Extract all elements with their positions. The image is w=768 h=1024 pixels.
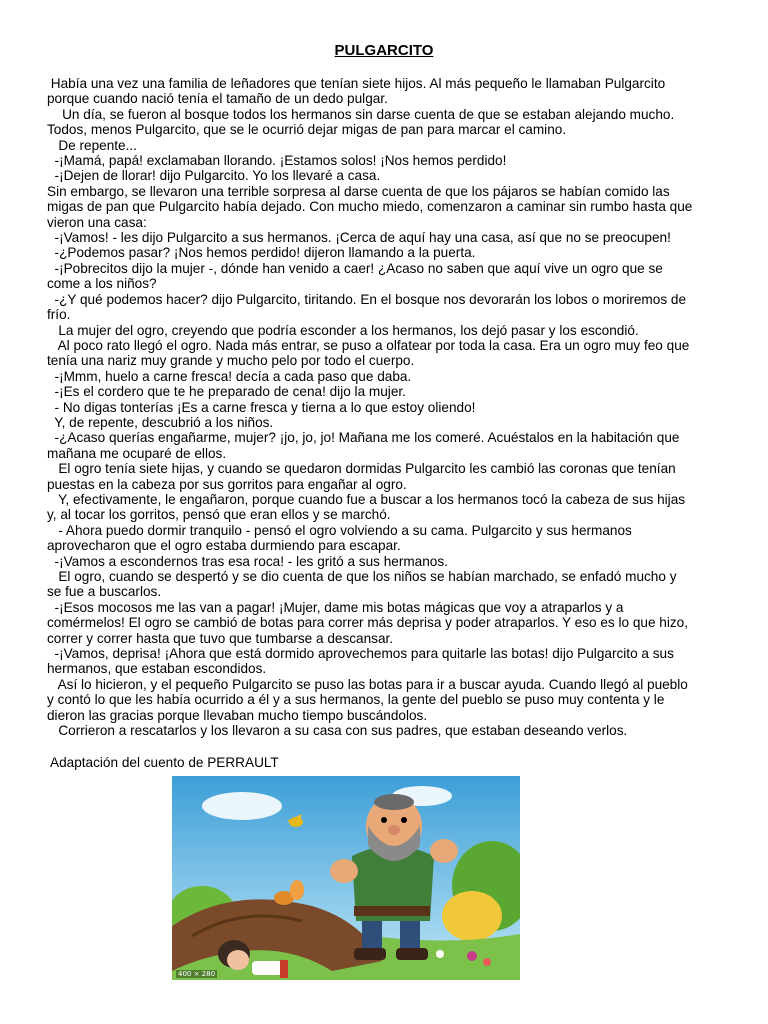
ogre-boot	[354, 948, 386, 960]
ogre-fist	[330, 859, 358, 883]
story-line: -¡Es el cordero que te he preparado de cena! dijo la mujer.	[47, 384, 406, 400]
ogre-leg	[400, 916, 420, 952]
flower	[483, 958, 491, 966]
story-line: -¿Podemos pasar? ¡Nos hemos perdido! dijeron llamando a la puerta.	[47, 245, 476, 261]
story-line: aprovecharon que el ogro estaba durmiendo para escapar.	[47, 538, 401, 554]
story-line: Había una vez una familia de leñadores que tenían siete hijos. Al más pequeño le llamaban Pulgarcito	[47, 76, 666, 91]
story-line: Así lo hicieron, y el pequeño Pulgarcito se puso las botas para ir a buscar ayuda. Cuando llegó al pueblo	[47, 676, 688, 692]
story-line: - Ahora puedo dormir tranquilo - pensó el ogro volviendo a su cama. Pulgarcito y sus hermanos	[47, 522, 632, 538]
story-line: mañana me ocuparé de ellos.	[47, 445, 227, 461]
story-line: -¡Vamos! - les dijo Pulgarcito a sus hermanos. ¡Cerca de aquí hay una casa, así que no se preocupen!	[47, 230, 671, 246]
story-line: -¿Y qué podemos hacer? dijo Pulgarcito, tiritando. En el bosque nos devorarán los lobos o moriremos de	[47, 291, 687, 307]
bird-body	[289, 817, 303, 827]
image-size-label: 400 × 280	[178, 970, 216, 978]
ogre-hair	[374, 794, 414, 810]
story-line: -¡Vamos a escondernos tras esa roca! - les gritó a sus hermanos.	[47, 553, 448, 569]
story-line: -¡Vamos, deprisa! ¡Ahora que está dormido aprovechemos para quitarle las botas! dijo Pulgarcito a sus	[47, 646, 674, 662]
story-line: come a los niños?	[47, 276, 157, 292]
story-line: El ogro tenía siete hijas, y cuando se quedaron dormidas Pulgarcito les cambió las coronas que tenían	[47, 461, 676, 477]
story-line: -¿Acaso querías engañarme, mujer? ¡jo, jo, jo! Mañana me los comeré. Acuéstalos en la habitación que	[47, 430, 680, 446]
story-line: puestas en la cabeza por sus gorritos para engañar al ogro.	[47, 476, 407, 492]
story-line: comérmelos! El ogro se cambió de botas para correr más deprisa y poder atraparlos. Y eso es lo que hizo,	[47, 615, 688, 631]
story-line: - No digas tonterías ¡Es a carne fresca y tierna a lo que estoy oliendo!	[47, 399, 476, 415]
tree-foliage-yellow	[442, 891, 502, 941]
ogre-leg	[362, 916, 382, 952]
story-line: hermanos, que estaban escondidos.	[47, 661, 267, 677]
document-title: PULGARCITO	[334, 42, 434, 59]
story-line: Y, efectivamente, le engañaron, porque cuando fue a buscar a los hermanos tocó la cabeza de sus hijas	[47, 491, 686, 507]
story-line: -¡Pobrecitos dijo la mujer -, dónde han venido a caer! ¿Acaso no saben que aquí vive un ogro que se	[47, 260, 663, 276]
story-line: frío.	[47, 307, 71, 323]
story-line: De repente...	[47, 137, 137, 153]
story-line: Todos, menos Pulgarcito, que se le ocurrió dejar migas de pan para marcar el camino.	[47, 122, 567, 138]
ogre-fist	[430, 839, 458, 863]
ogre-boot	[396, 948, 428, 960]
story-line: vieron una casa:	[47, 214, 147, 230]
story-line: Y, de repente, descubrió a los niños.	[47, 414, 274, 430]
story-line: -¡Esos mocosos me las van a pagar! ¡Mujer, dame mis botas mágicas que voy a atraparlos y a	[47, 599, 624, 615]
story-line: -¡Mamá, papá! exclamaban llorando. ¡Estamos solos! ¡Nos hemos perdido!	[47, 153, 507, 169]
flower	[436, 950, 444, 958]
story-line: se fue a buscarlos.	[47, 584, 162, 600]
illustration-scene	[172, 776, 520, 980]
story-line: -¡Dejen de llorar! dijo Pulgarcito. Yo los llevaré a casa.	[47, 168, 381, 184]
squirrel-tail	[290, 880, 304, 900]
ogre-eye	[401, 817, 407, 823]
story-line: tenía una nariz muy grande y mucho pelo por todo el cuerpo.	[47, 353, 415, 369]
story-illustration	[172, 776, 520, 980]
story-line: y, al tocar los gorritos, pensó que eran ellos y se marchó.	[47, 507, 391, 523]
child-boot	[280, 960, 288, 978]
story-line: migas de pan que Pulgarcito había dejado. Con mucho miedo, comenzaron a caminar sin rumbo hasta que	[47, 199, 693, 215]
child-shirt	[252, 961, 282, 975]
story-line: El ogro, cuando se despertó y se dio cuenta de que los niños se habían marchado, se enfadó mucho y	[47, 569, 677, 584]
child-face	[227, 950, 249, 970]
story-line: Sin embargo, se llevaron una terrible sorpresa al darse cuenta de que los pájaros se habían comido las	[47, 183, 670, 199]
ogre-eye	[381, 817, 387, 823]
flower	[467, 951, 477, 961]
attribution-text: Adaptación del cuento de PERRAULT	[47, 755, 279, 770]
story-line: La mujer del ogro, creyendo que podría esconder a los hermanos, los dejó pasar y los escondió.	[47, 322, 639, 338]
story-line: dieron las gracias porque llevaban mucho tiempo buscándolos.	[47, 707, 428, 723]
story-line: Corrieron a rescatarlos y los llevaron a su casa con sus padres, que estaban deseando verlos.	[47, 723, 628, 739]
story-line: porque cuando nació tenía el tamaño de un dedo pulgar.	[47, 91, 388, 107]
ogre-belt	[354, 906, 430, 916]
story-line: -¡Mmm, huelo a carne fresca! decía a cada paso que daba.	[47, 368, 412, 384]
ogre-nose	[388, 825, 400, 835]
story-body	[47, 76, 727, 738]
story-line: Al poco rato llegó el ogro. Nada más entrar, se puso a olfatear por toda la casa. Era un ogro muy feo que	[47, 337, 690, 353]
story-line: Un día, se fueron al bosque todos los hermanos sin darse cuenta de que se estaban alejando mucho.	[47, 106, 675, 122]
story-line: y contó lo que les había ocurrido a él y a sus hermanos, la gente del pueblo se puso muy contenta y le	[47, 692, 665, 708]
cloud	[202, 792, 282, 820]
story-line: correr y correr hasta que tuvo que tumbarse a descansar.	[47, 630, 394, 646]
